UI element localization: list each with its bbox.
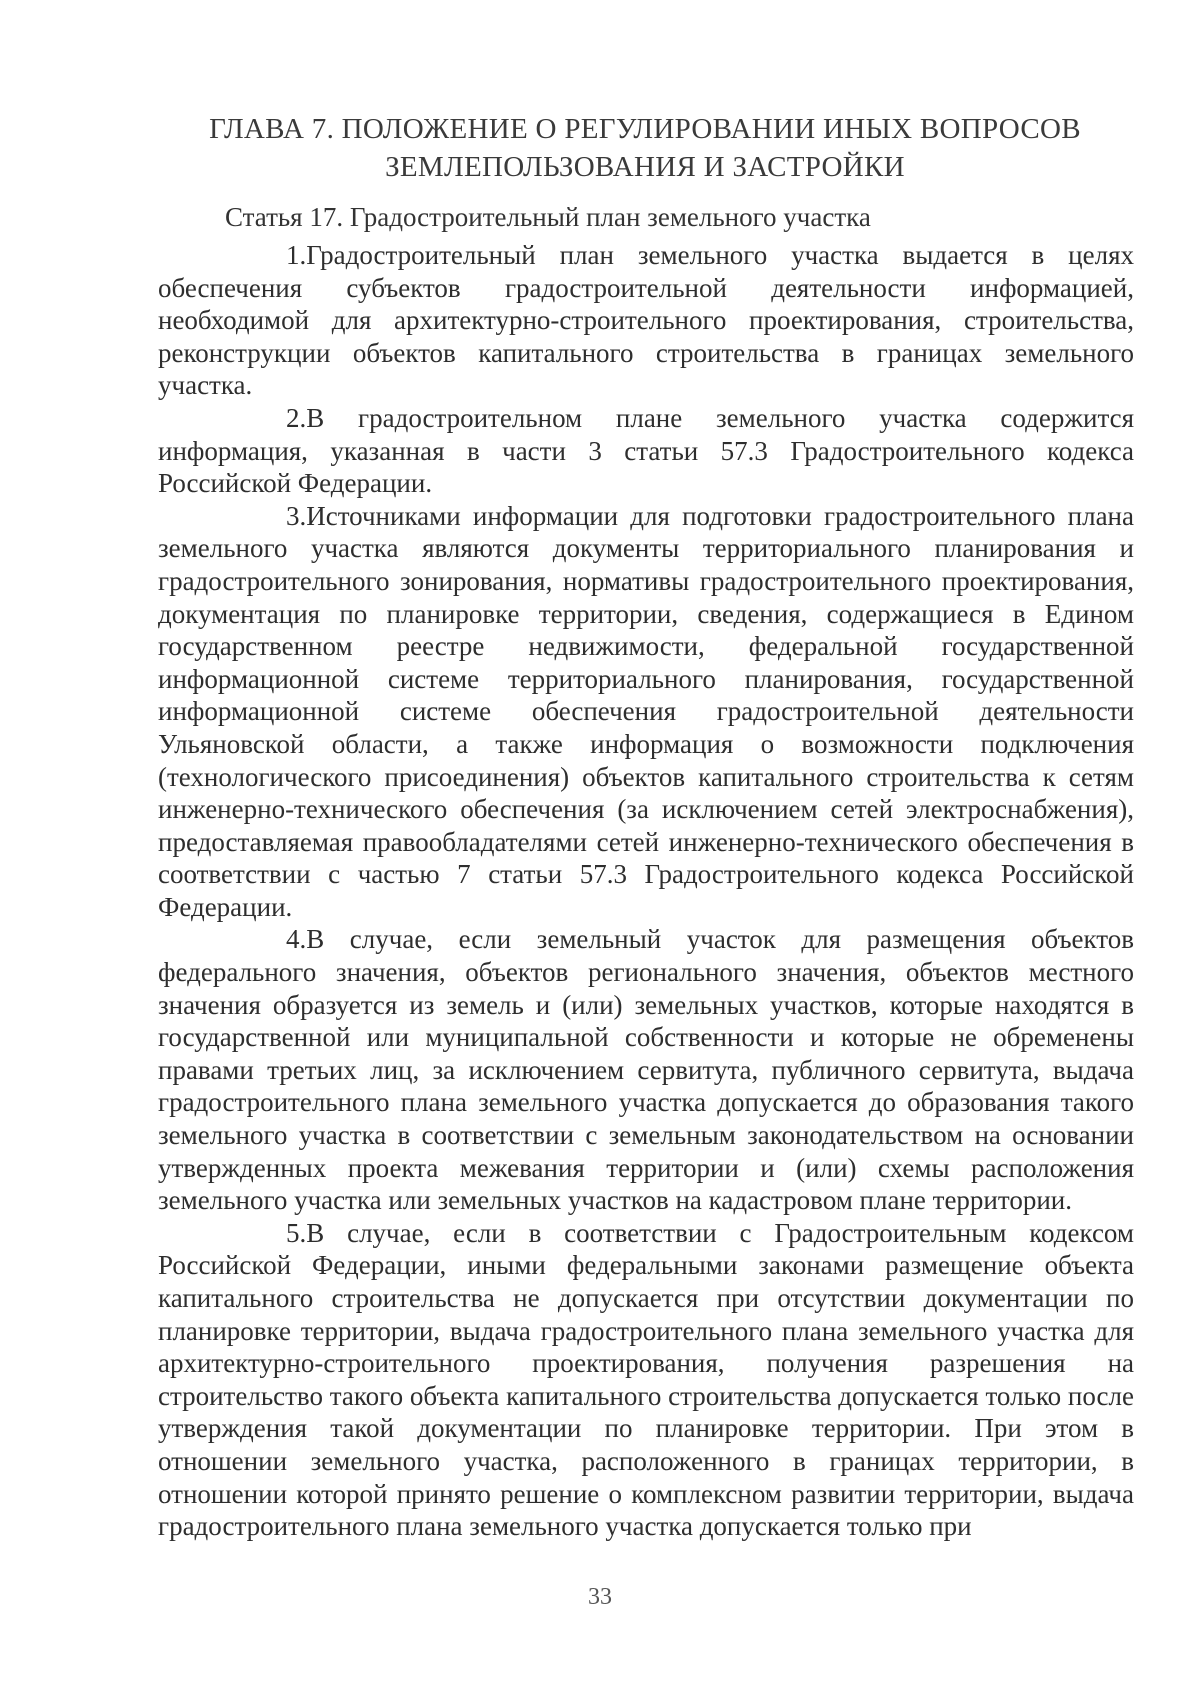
paragraph-text: Градостроительный план земельного участка выдается в целях обеспечения субъектов градостроительной деятельности информацией, необходимой для архитектурно-строительного проектирования, строительства, реконструкции объектов капитального строительства в границах земельного участка. (158, 240, 1134, 401)
paragraph-text: Источниками информации для подготовки градостроительного плана земельного участка являются документы территориального планирования и градостроительного зонирования, нормативы градостроительного проектирования, документация по планировке территории, сведения, содержащиеся в Едином государственном реестре недвижимости, федеральной государственной информационной системе территориального планирования, государственной информационной системе обеспечения градостроительной деятельности Ульяновской области, а также информация о возможности подключения (технологического присоединения) объектов капитального строительства к сетям инженерно-технического обеспечения (за исключением сетей электроснабжения), предоставляемая правообладателями сетей инженерно-технического обеспечения в соответствии с частью 7 статьи 57.3 Градостроительного кодекса Российской Федерации. (158, 500, 1134, 922)
paragraph-number: 2. (286, 402, 307, 433)
paragraph-text: В случае, если в соответствии с Градостроительным кодексом Российской Федерации, иными федеральными законами размещение объекта капитального строительства не допускается при отсутствии документации по планировке территории, выдача градостроительного плана земельного участка для архитектурно-строительного проектирования, получения разрешения на строительство такого объекта капитального строительства допускается только после утверждения такой документации по планировке территории. При этом в отношении земельного участка, расположенного в границах территории, в отношении которой принято решение о комплексном развитии территории, выдача градостроительного плана земельного участка допускается только при (158, 1217, 1134, 1542)
paragraph-4 (158, 923, 1134, 1216)
paragraph-number: 3. (286, 500, 307, 531)
page-number: 33 (588, 1584, 612, 1610)
paragraph-1 (158, 239, 1134, 402)
paragraph-3 (158, 500, 1134, 924)
chapter-title: ГЛАВА 7. ПОЛОЖЕНИЕ О РЕГУЛИРОВАНИИ ИНЫХ ВОПРОСОВ ЗЕМЛЕПОЛЬЗОВАНИЯ И ЗАСТРОЙКИ (209, 113, 1081, 183)
article-heading: Статья 17. Градостроительный план земельного участка (225, 202, 871, 232)
paragraph-number: 1. (286, 240, 307, 270)
paragraph-2 (158, 402, 1134, 500)
paragraph-number: 5. (286, 1217, 307, 1248)
article-body (158, 239, 1134, 1543)
paragraph-text: В случае, если земельный участок для размещения объектов федерального значения, объектов регионального значения, объектов местного значения образуется из земель и (или) земельных участков, которые находятся в государственной или муниципальной собственности и которые не обременены правами третьих лиц, за исключением сервитута, публичного сервитута, выдача градостроительного плана земельного участка допускается до образования такого земельного участка в соответствии с земельным законодательством на основании утвержденных проекта межевания территории и (или) схемы расположения земельного участка или земельных участков на кадастровом плане территории. (158, 924, 1134, 1216)
paragraph-number: 4. (286, 924, 307, 955)
paragraph-5 (158, 1217, 1134, 1543)
paragraph-text: В градостроительном плане земельного участка содержится информация, указанная в части 3 статьи 57.3 Градостроительного кодекса Российской Федерации. (158, 402, 1134, 499)
